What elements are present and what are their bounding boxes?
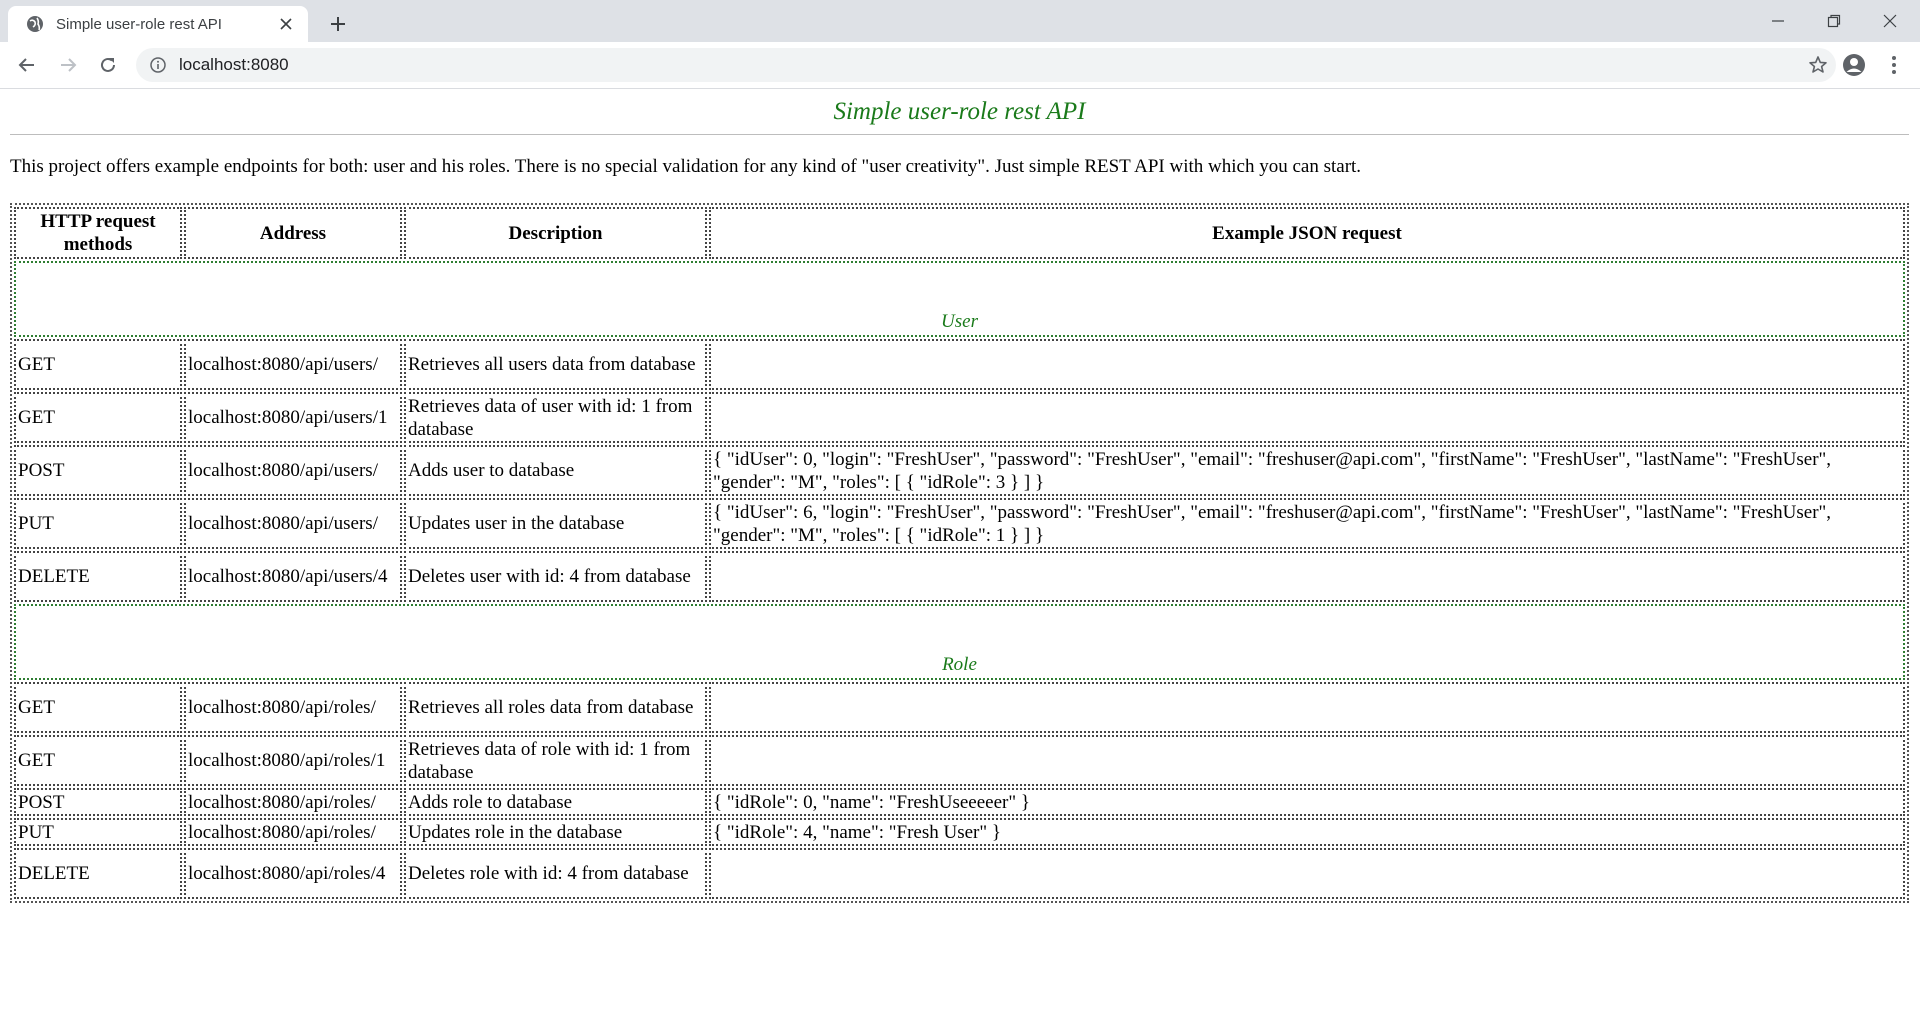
cell-description: Retrieves all roles data from database [404, 682, 707, 733]
cell-description: Deletes user with id: 4 from database [404, 551, 707, 602]
cell-address: localhost:8080/api/roles/ [184, 682, 402, 733]
table-row [14, 498, 1905, 549]
cell-description: Retrieves all users data from database [404, 339, 707, 390]
endpoints-table [10, 203, 1909, 903]
cell-json: { "idUser": 6, "login": "FreshUser", "password": "FreshUser", "email": "freshuser@api.com", "firstName": "FreshUser", "lastName": "FreshUser", "gender": "M", "roles": [ { "idRole": 1 } ] } [709, 498, 1905, 549]
browser-tab[interactable] [8, 6, 308, 42]
info-icon[interactable] [149, 56, 167, 74]
intro-paragraph: This project offers example endpoints for both: user and his roles. There is no special validation for any kind of "user creativity". Just simple REST API with which you can start. [10, 156, 1362, 177]
cell-method: POST [14, 445, 182, 496]
cell-description: Deletes role with id: 4 from database [404, 848, 707, 899]
table-row [14, 735, 1905, 786]
tab-strip [0, 0, 1920, 42]
cell-address: localhost:8080/api/roles/ [184, 788, 402, 816]
cell-json: { "idUser": 0, "login": "FreshUser", "password": "FreshUser", "email": "freshuser@api.com", "firstName": "FreshUser", "lastName": "FreshUser", "gender": "M", "roles": [ { "idRole": 3 } ] } [709, 445, 1905, 496]
table-row [14, 848, 1905, 899]
table-row [14, 392, 1905, 443]
forward-arrow-icon[interactable] [54, 51, 82, 79]
cell-json: { "idRole": 4, "name": "Fresh User" } [709, 818, 1905, 846]
cell-description: Updates user in the database [404, 498, 707, 549]
cell-method: POST [14, 788, 182, 816]
cell-address: localhost:8080/api/users/ [184, 498, 402, 549]
plus-icon[interactable] [324, 10, 352, 38]
cell-method: GET [14, 735, 182, 786]
minimize-icon[interactable] [1750, 0, 1806, 42]
section-title: Role [14, 604, 1905, 680]
cell-address: localhost:8080/api/users/4 [184, 551, 402, 602]
cell-json [709, 392, 1905, 443]
cell-description: Retrieves data of role with id: 1 from database [404, 735, 707, 786]
cell-method: PUT [14, 818, 182, 846]
cell-method: GET [14, 682, 182, 733]
page-title: Simple user-role rest API [833, 98, 1086, 125]
reload-icon[interactable] [94, 51, 122, 79]
cell-description: Retrieves data of user with id: 1 from database [404, 392, 707, 443]
address-bar[interactable] [136, 48, 1836, 82]
table-row [14, 818, 1905, 846]
cell-method: PUT [14, 498, 182, 549]
cell-json [709, 848, 1905, 899]
cell-json [709, 735, 1905, 786]
section-row-user [14, 261, 1905, 337]
table-row [14, 339, 1905, 390]
cell-method: DELETE [14, 551, 182, 602]
cell-address: localhost:8080/api/users/ [184, 339, 402, 390]
cell-address: localhost:8080/api/roles/1 [184, 735, 402, 786]
browser-toolbar [0, 42, 1920, 89]
cell-json: { "idRole": 0, "name": "FreshUseeeeer" } [709, 788, 1905, 816]
tab-title: Simple user-role rest API [56, 15, 222, 33]
cell-description: Adds user to database [404, 445, 707, 496]
section-title: User [14, 261, 1905, 337]
page-content [10, 89, 1909, 201]
globe-icon [26, 15, 44, 33]
star-icon[interactable] [1808, 55, 1828, 75]
cell-method: GET [14, 339, 182, 390]
header-address: Address [184, 207, 402, 259]
cell-method: GET [14, 392, 182, 443]
account-icon[interactable] [1840, 51, 1868, 79]
header-methods: HTTP request methods [14, 207, 182, 259]
header-description: Description [404, 207, 707, 259]
section-row-role [14, 604, 1905, 680]
cell-method: DELETE [14, 848, 182, 899]
back-arrow-icon[interactable] [13, 51, 41, 79]
cell-json [709, 339, 1905, 390]
cell-address: localhost:8080/api/users/ [184, 445, 402, 496]
window-close-icon[interactable] [1862, 0, 1918, 42]
cell-description: Updates role in the database [404, 818, 707, 846]
cell-address: localhost:8080/api/roles/ [184, 818, 402, 846]
cell-json [709, 682, 1905, 733]
table-row [14, 551, 1905, 602]
table-row [14, 682, 1905, 733]
cell-description: Adds role to database [404, 788, 707, 816]
menu-icon[interactable] [1880, 51, 1908, 79]
cell-address: localhost:8080/api/roles/4 [184, 848, 402, 899]
table-row [14, 788, 1905, 816]
table-row [14, 445, 1905, 496]
cell-json [709, 551, 1905, 602]
table-header-row [14, 207, 1905, 259]
maximize-icon[interactable] [1806, 0, 1862, 42]
cell-address: localhost:8080/api/users/1 [184, 392, 402, 443]
close-icon[interactable] [276, 14, 296, 34]
header-json: Example JSON request [709, 207, 1905, 259]
url-text[interactable]: localhost:8080 [179, 55, 289, 74]
